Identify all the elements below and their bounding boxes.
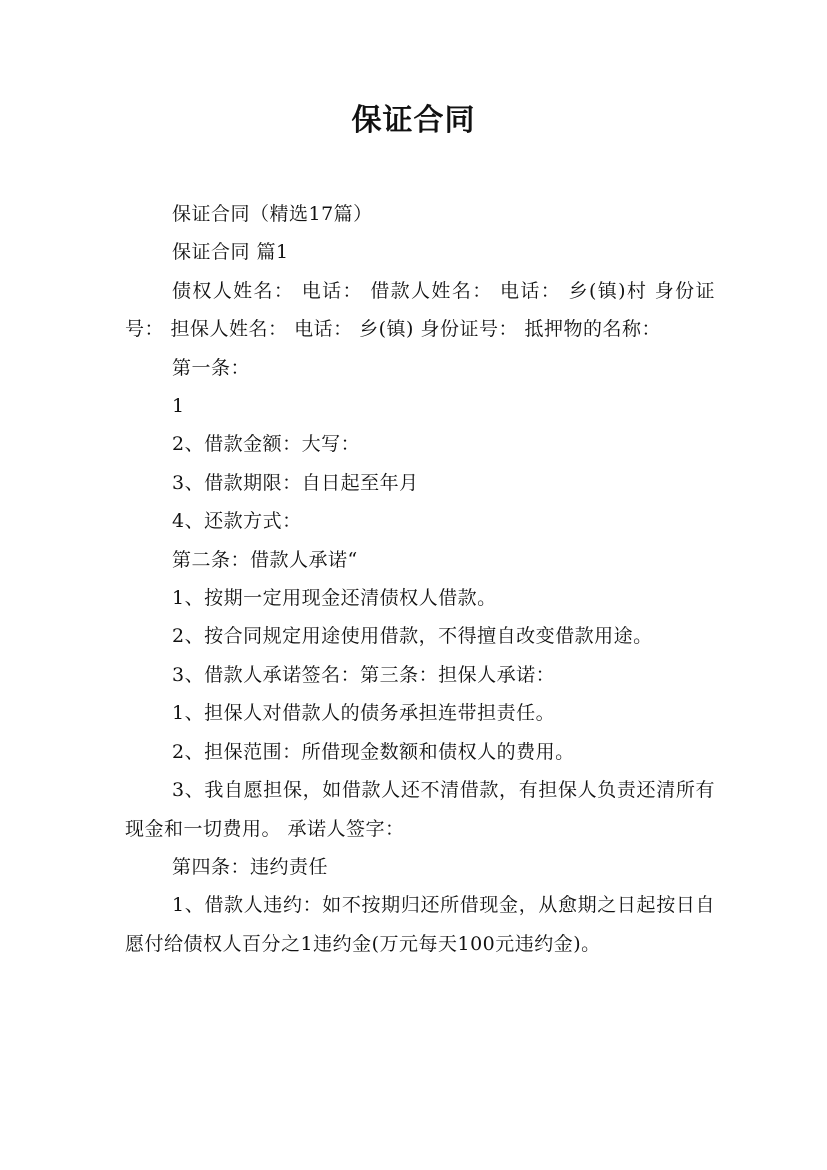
- paragraph-article-4: 第四条：违约责任: [172, 855, 329, 878]
- paragraph-item: 4、还款方式：: [172, 510, 302, 533]
- document-body: [125, 195, 715, 963]
- paragraph-subtitle: 保证合同（精选17篇）: [172, 203, 373, 225]
- paragraph-article-1: 第一条：: [172, 356, 251, 379]
- paragraph-article-2: 第二条：借款人承诺“: [172, 548, 358, 571]
- paragraph-party-info: 债权人姓名： 电话： 借款人姓名： 电话： 乡(镇)村 身份证号： 担保人姓名： 电话： 乡(镇) 身份证号： 抵押物的名称：: [125, 279, 715, 341]
- paragraph-item: 1: [172, 395, 185, 418]
- paragraph-item: 3、我自愿担保，如借款人还不清借款，有担保人负责还清所有现金和一切费用。 承诺人签字：: [125, 779, 715, 840]
- paragraph-item: 2、担保范围：所借现金数额和债权人的费用。: [172, 740, 575, 763]
- paragraph-item: 3、借款期限：自日起至年月: [172, 471, 419, 494]
- paragraph-item: 1、借款人违约：如不按期归还所借现金，从愈期之日起按日自愿付给债权人百分之1违约金(万元每天100元违约金)。: [125, 894, 715, 955]
- paragraph-item: 3、借款人承诺签名：第三条：担保人承诺：: [172, 663, 556, 686]
- paragraph-item: 1、按期一定用现金还清债权人借款。: [172, 587, 497, 610]
- paragraph-item: 2、借款金额：大写：: [172, 433, 361, 456]
- paragraph-section-heading: 保证合同 篇1: [172, 241, 289, 264]
- paragraph-item: 1、担保人对借款人的债务承担连带担责任。: [172, 702, 556, 725]
- paragraph-item: 2、按合同规定用途使用借款，不得擅自改变借款用途。: [172, 625, 653, 648]
- document-title: 保证合同: [351, 103, 476, 138]
